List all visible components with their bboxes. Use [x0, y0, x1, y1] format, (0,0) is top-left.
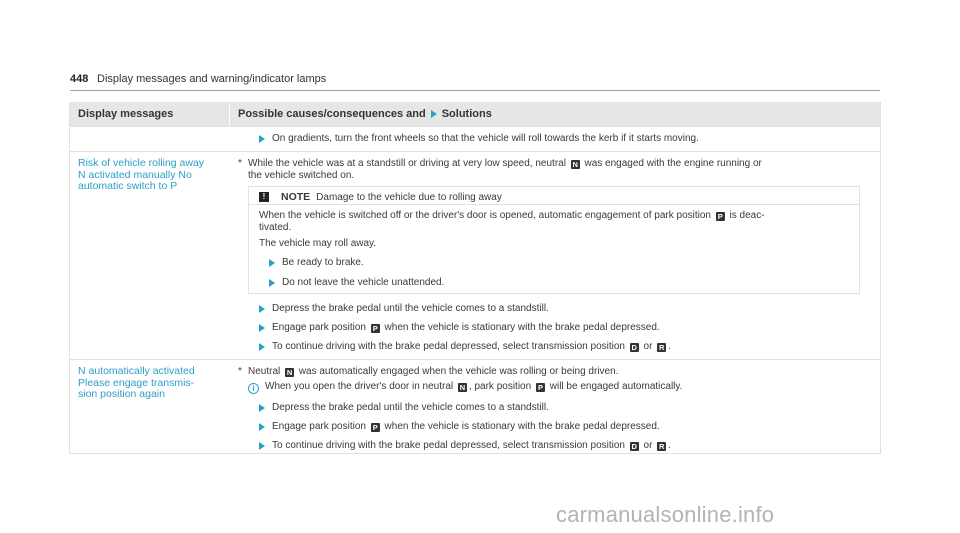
step-text [272, 322, 660, 334]
watermark: carmanualsonline.info [556, 502, 775, 527]
reverse-key-icon: R [659, 342, 665, 352]
neutral-key-icon: N [459, 382, 466, 392]
solution-cell [230, 152, 880, 359]
note-paragraph: The vehicle may roll away. [259, 238, 377, 249]
step-arrow-icon [259, 324, 265, 332]
drive-key-icon: D [631, 342, 637, 352]
step-arrow-icon [259, 404, 265, 412]
cause-text [238, 366, 880, 378]
table-header [70, 103, 880, 126]
display-messages-table [69, 102, 881, 454]
note-paragraph-continued: tivated. [259, 221, 292, 233]
step-fragment: Engage park position [272, 420, 366, 432]
drive-key-icon: D [631, 441, 637, 451]
step-text: Depress the brake pedal until the vehicle comes to a standstill. [272, 401, 549, 413]
column-header-display-messages: Display messages [70, 103, 230, 126]
reverse-key-icon: R [659, 441, 665, 451]
step-item [238, 322, 880, 334]
neutral-key-icon: N [572, 160, 578, 169]
cause-text [238, 158, 880, 170]
park-key-icon: P [537, 382, 543, 392]
asterisk: * [238, 158, 242, 169]
step-fragment: or [643, 340, 653, 352]
step-fragment: when the vehicle is stationary with the brake pedal depressed. [384, 321, 660, 333]
step-arrow-icon [269, 259, 275, 267]
step-text [272, 341, 671, 353]
park-key-icon: P [372, 422, 378, 432]
message-line: N activated manually No [78, 168, 192, 181]
cause-text-continued: the vehicle switched on. [248, 169, 355, 181]
column-header-causes-solutions [230, 103, 880, 126]
step-fragment: or [643, 439, 653, 451]
message-line: Risk of vehicle rolling away [78, 157, 205, 169]
step-arrow-icon [259, 343, 265, 351]
step-fragment: when the vehicle is stationary with the brake pedal depressed. [384, 420, 660, 432]
step-text [272, 421, 660, 433]
page-title: Display messages and warning/indicator lamps [97, 73, 327, 85]
step-text: On gradients, turn the front wheels so that the vehicle will roll towards the kerb if it starts moving. [272, 133, 699, 144]
info-icon: i [248, 383, 259, 394]
step-item [238, 303, 880, 315]
note-title: Damage to the vehicle due to rolling away [316, 191, 502, 203]
message-line: sion position again [78, 388, 165, 400]
step-text: Be ready to brake. [282, 256, 364, 268]
cause-fragment: was automatically engaged when the vehicle was rolling or being driven. [298, 366, 619, 377]
step-arrow-icon [259, 305, 265, 313]
step-item [259, 257, 859, 269]
message-line: Please engage transmis- [78, 376, 195, 389]
neutral-key-icon: N [286, 368, 293, 377]
note-header [249, 187, 859, 205]
info-fragment: , park position [468, 380, 532, 392]
message-cell [70, 360, 230, 453]
page-header [70, 73, 880, 91]
column-header-causes-label: Possible causes/consequences and [238, 108, 426, 120]
table-row [70, 151, 880, 359]
park-key-icon: P [717, 212, 723, 221]
page-number: 448 [70, 73, 89, 85]
step-arrow-icon [259, 423, 265, 431]
step-fragment: To continue driving with the brake pedal depressed, select transmission position [272, 439, 625, 451]
step-item [238, 341, 880, 353]
column-header-solutions-label: Solutions [441, 108, 492, 120]
asterisk: * [238, 366, 242, 377]
step-arrow-icon [259, 135, 265, 143]
message-cell [70, 152, 230, 359]
step-text [272, 440, 671, 452]
info-fragment: will be engaged automatically. [549, 380, 683, 392]
cause-fragment: Neutral [248, 366, 281, 377]
note-fragment: is deac- [729, 210, 765, 221]
step-fragment: Engage park position [272, 321, 366, 333]
step-fragment: . [668, 439, 672, 451]
note-paragraph [259, 210, 859, 222]
park-key-icon: P [372, 323, 378, 333]
step-fragment: . [668, 340, 672, 352]
solution-cell [230, 127, 880, 151]
solution-cell [230, 360, 880, 453]
cause-fragment: While the vehicle was at a standstill or driving at very low speed, neutral [248, 158, 566, 169]
note-box [248, 186, 860, 294]
step-fragment: To continue driving with the brake pedal depressed, select transmission position [272, 340, 625, 352]
step-arrow-icon [269, 279, 275, 287]
solutions-arrow-icon [431, 110, 437, 118]
step-item [238, 440, 880, 452]
note-label: NOTE [281, 191, 311, 203]
message-line: N automatically activated [78, 365, 195, 377]
info-line [238, 381, 880, 394]
step-text: Do not leave the vehicle unattended. [282, 276, 445, 288]
step-text: Depress the brake pedal until the vehicle comes to a standstill. [272, 302, 549, 314]
exclamation-icon: ! [259, 192, 269, 202]
note-fragment: When the vehicle is switched off or the driver's door is opened, automatic engagement of park position [259, 210, 711, 221]
note-body [249, 205, 859, 293]
step-item [238, 133, 880, 145]
table-row [70, 359, 880, 453]
step-arrow-icon [259, 442, 265, 450]
step-item [238, 421, 880, 433]
cause-fragment: was engaged with the engine running or [584, 158, 762, 169]
message-line: automatic switch to P [78, 180, 178, 192]
message-cell [70, 127, 230, 151]
table-row [70, 126, 880, 151]
step-item [238, 402, 880, 414]
info-fragment: When you open the driver's door in neutral [265, 380, 454, 392]
step-item [259, 277, 859, 289]
